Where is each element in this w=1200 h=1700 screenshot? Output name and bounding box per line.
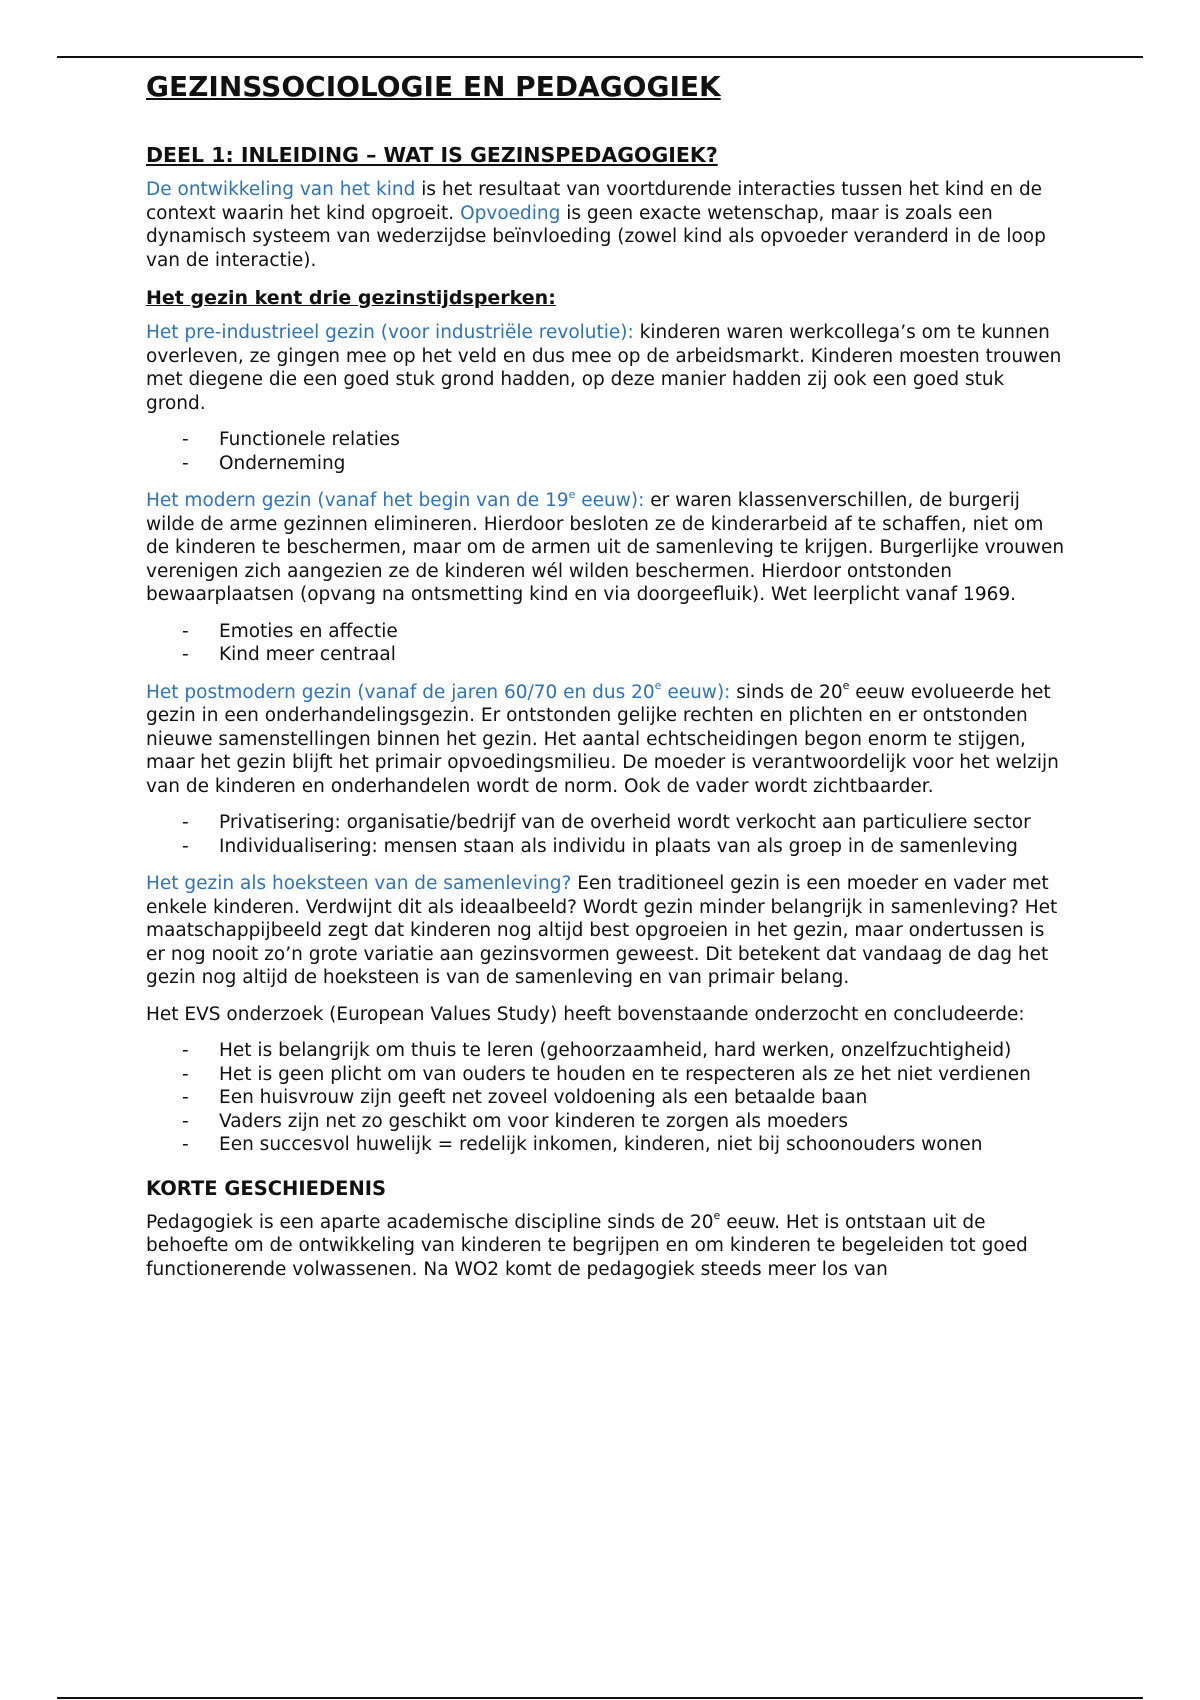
geschiedenis-paragraph [146,1211,1066,1282]
preindustrieel-paragraph [146,321,1066,415]
list-item: - Vaders zijn net zo geschikt om voor kinderen te zorgen als moeders [146,1110,1066,1134]
list-item: - Een huisvrouw zijn geeft net zoveel voldoening als een betaalde baan [146,1086,1066,1110]
list-item: - Kind meer centraal [146,643,1066,667]
section-heading-deel1: DEEL 1: INLEIDING – WAT IS GEZINSPEDAGOGIEK? [146,143,718,167]
postmodern-list [146,811,1066,858]
postmodern-text-sup: e [842,679,850,693]
term-postmodern-a: Het postmodern gezin (vanaf de jaren 60/70 en dus 20 [146,681,655,703]
postmodern-text-a: sinds de 20 [730,681,843,703]
intro-text-2: is geen exacte wetenschap, maar is zoals een dynamisch systeem van wederzijdse beïnvloeding (zowel kind als opvoeder veranderd in de loop van de interactie). [146,202,1046,271]
term-postmodern-b: eeuw): [661,681,731,703]
hoeksteen-paragraph [146,872,1066,990]
list-item: - Emoties en affectie [146,620,1066,644]
term-ontwikkeling: De ontwikkeling van het kind [146,179,416,200]
evs-list [146,1039,1066,1157]
footer-rule [57,1697,1143,1699]
geschiedenis-text-b: eeuw. Het is ontstaan uit de behoefte om de ontwikkeling van kinderen te begrijpen en om kinderen te begeleiden tot goed functionerende volwassenen. Na WO2 komt de pedagogiek steeds meer los van [146,1211,1028,1280]
term-modern-b: eeuw): [575,490,645,511]
modern-list [146,620,1066,667]
term-postmodern [146,679,731,703]
term-modern-a: Het modern gezin (vanaf het begin van de 19 [146,490,569,511]
geschiedenis-text-a: Pedagogiek is een aparte academische discipline sinds de 20 [146,1211,714,1233]
document-title: GEZINSSOCIOLOGIE EN PEDAGOGIEK [146,70,721,103]
list-item: - Het is geen plicht om van ouders te houden en te respecteren als ze het niet verdienen [146,1063,1066,1087]
section-heading-geschiedenis: KORTE GESCHIEDENIS [146,1176,387,1200]
header-rule [57,56,1143,58]
term-preindustrieel: Het pre-industrieel gezin (voor industriële revolutie): [146,322,634,343]
list-item: - Onderneming [146,452,1066,476]
term-hoeksteen: Het gezin als hoeksteen van de samenleving? [146,873,572,894]
postmodern-text-b: eeuw evolueerde het gezin in een onderhandelingsgezin. Er ontstonden gelijke rechten en plichten en er ontstonden nieuwe samenstellingen binnen het gezin. Het aantal echtscheidingen begon enorm te stijgen, maar het gezin blijft het primair opvoedingsmilieu. De moeder is verantwoordelijk voor het welzijn van de kinderen en onderhandelen wordt de norm. Ook de vader wordt zichtbaarder. [146,681,1059,797]
list-item: - Individualisering: mensen staan als individu in plaats van als groep in de samenleving [146,835,1066,859]
term-postmodern-sup: e [654,679,662,693]
term-opvoeding: Opvoeding [460,202,561,224]
postmodern-paragraph [146,681,1066,799]
preindustrieel-list [146,428,1066,475]
document-page [146,68,1066,1294]
list-item: - Functionele relaties [146,428,1066,452]
intro-text-1: is het resultaat van voortdurende interacties tussen het kind en de context waarin het kind opgroeit. [146,179,1043,224]
hoeksteen-text: Een traditioneel gezin is een moeder en vader met enkele kinderen. Verdwijnt dit als ideaalbeeld? Wordt gezin minder belangrijk in samenleving? Het maatschappijbeeld zegt dat kinderen nog altijd best opgroeien in het gezin, maar ondertussen is er nog nooit zo’n grote variatie aan gezinsvormen geweest. Dit betekent dat vandaag de dag het gezin nog altijd de hoeksteen is van de samenleving en van primair belang. [146,873,1058,988]
term-modern [146,487,645,511]
list-item: - Privatisering: organisatie/bedrijf van de overheid wordt verkocht aan particuliere sector [146,811,1066,835]
list-item: - Een succesvol huwelijk = redelijk inkomen, kinderen, niet bij schoonouders wonen [146,1133,1066,1157]
evs-paragraph: Het EVS onderzoek (European Values Study) heeft bovenstaande onderzocht en concludeerde: [146,1003,1025,1025]
preindustrieel-text: kinderen waren werkcollega’s om te kunnen overleven, ze gingen mee op het veld en dus mee op de arbeidsmarkt. Kinderen moesten trouwen met diegene die een goed stuk grond hadden, op deze manier hadden zij ook een goed stuk grond. [146,322,1062,414]
geschiedenis-text-sup: e [713,1209,721,1223]
modern-paragraph [146,489,1066,607]
term-modern-sup: e [568,487,576,501]
subheading-tijdsperken: Het gezin kent drie gezinstijdsperken: [146,287,556,309]
list-item: - Het is belangrijk om thuis te leren (gehoorzaamheid, hard werken, onzelfzuchtigheid) [146,1039,1066,1063]
modern-text: er waren klassenverschillen, de burgerij wilde de arme gezinnen elimineren. Hierdoor besloten ze de kinderarbeid af te schaffen, niet om de kinderen te beschermen, maar om de armen uit de samenleving te krijgen. Burgerlijke vrouwen verenigen zich aangezien ze de kinderen wél wilden beschermen. Hierdoor ontstonden bewaarplaatsen (opvang na ontsmetting kind en via doorgeefluik). Wet leerplicht vanaf 1969. [146,490,1065,605]
intro-paragraph [146,178,1066,272]
